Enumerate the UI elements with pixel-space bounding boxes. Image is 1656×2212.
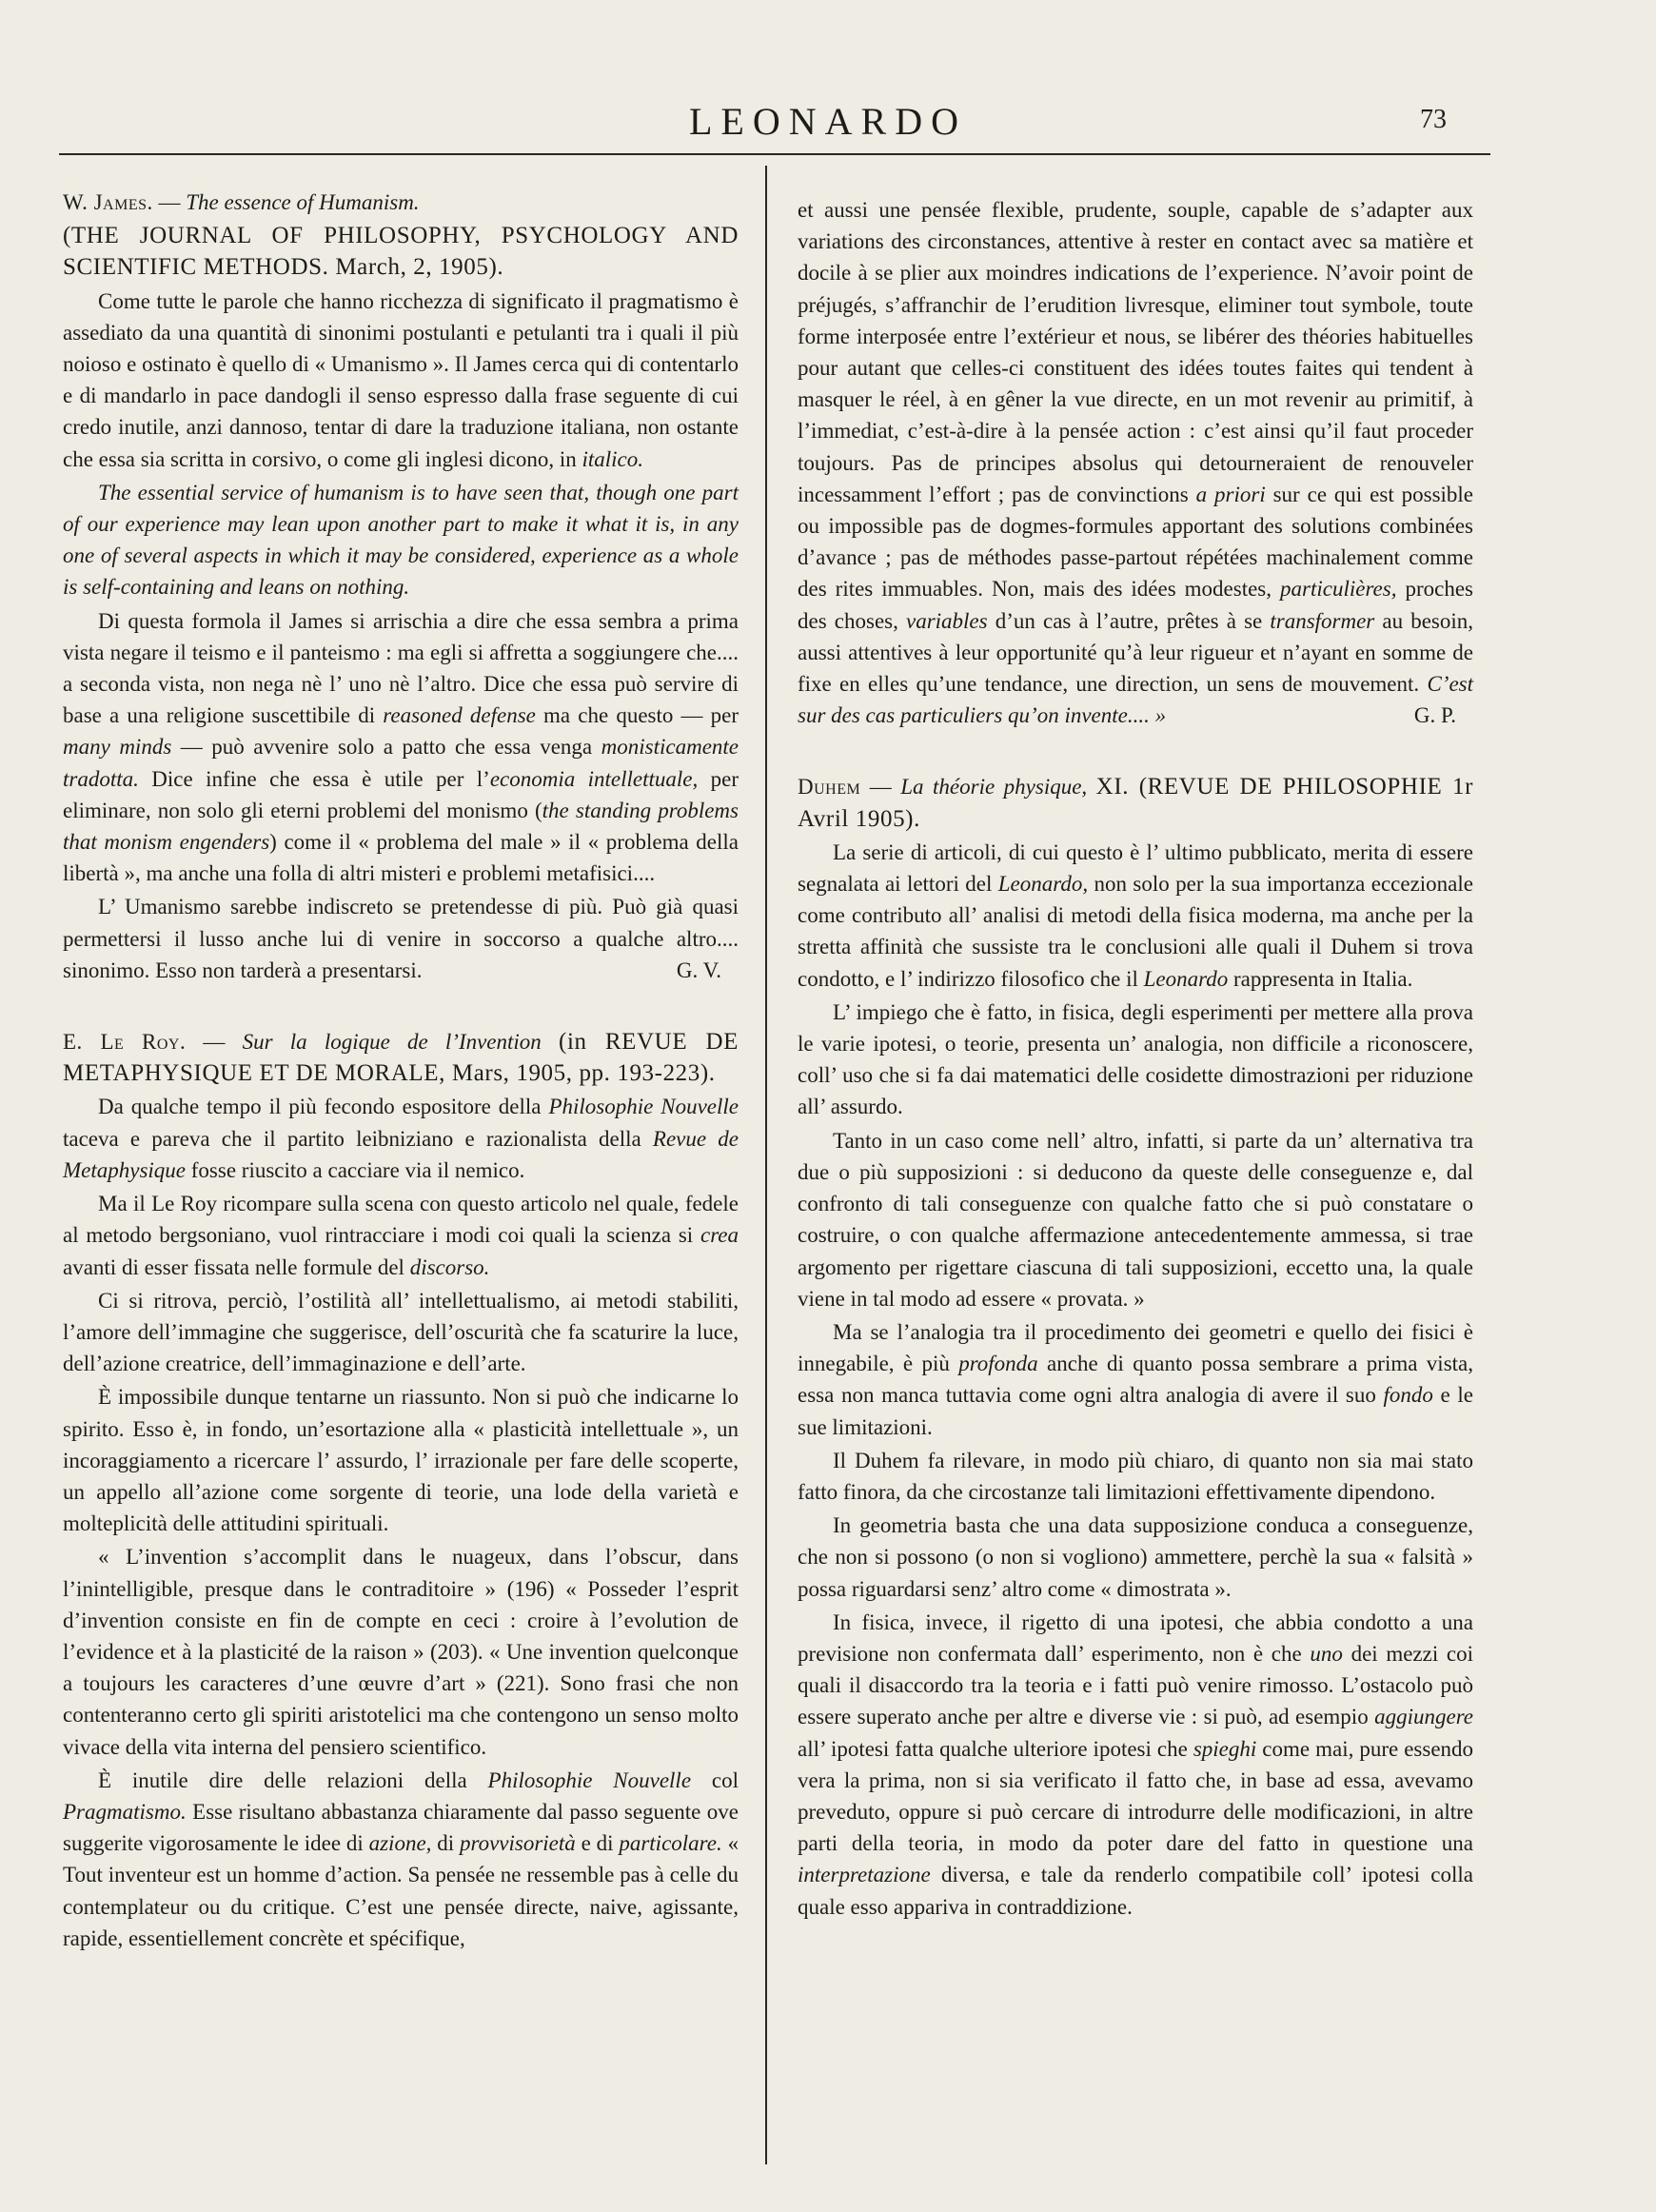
paragraph: et aussi une pensée flexible, prudente, souple, capable de s’adapter aux variations des circonstances, attentive à rester en contact avec sa matière et docile à se plier aux moindres indications de l’experience. N’avoir point de préjugés, s’affranchir de l’erudition livresque, eliminer tout symbole, toute forme interposée entre l’extérieur et nous, se libérer des théories habituelles pour autant que celles-ci constituent des idées toutes faites qui tendent à masquer le réel, à en gêner la vue directe, en un mot revenir au primitif, à l’immediat, c’est-à-dire à la pensée action : c’est ainsi qu’il faut proceder toujours. Pas de principes absolus qui detourneraient de renouveler incessamment l’effort ; pas de convinctions a priori sur ce qui est possible ou impossible pas de dogmes-formules apportant des solutions combinées d’avance ; pas de méthodes passe-partout répétées machinalement comme des rites immuables. Non, mais des idées modestes, particulières, proches des choses, variables d’un cas à l’autre, prêtes à se transformer au besoin, aussi attentives à leur opportunité qu’à leur rigueur et n’ayant en somme de fixe en elles qu’une tendance, une direction, un sens de mouvement. C’est sur des cas particuliers qu’on invente.... » G. P.: [798, 194, 1473, 731]
dash: —: [186, 1030, 243, 1055]
signature: G. P.: [1413, 703, 1456, 728]
dash: —: [152, 190, 187, 214]
paragraph: Ci si ritrova, perciò, l’ostilità all’ intellettualismo, ai metodi stabiliti, l’amore dell’immagine che suggerisce, dell’oscurità che fa scaturire la luce, dell’azione creatrice, dell’immaginazione e dell’arte.: [63, 1288, 739, 1376]
paragraph: Ma il Le Roy ricompare sulla scena con questo articolo nel quale, fedele al metodo bergsoniano, vuol rintracciare i modi coi quali la scienza si crea avanti di esser fissata nelle formule del discorso.: [63, 1192, 739, 1279]
paragraph: È inutile dire delle relazioni della Philosophie Nouvelle col Pragmatismo. Esse risultano abbastanza chiaramente dal passo seguente ove suggerite vigorosamente le idee di azione, di provvisorietà e di particolare. « Tout inventeur est un homme d’action. Sa pensée ne ressemble pas à celle du contemplateur ou du critique. C’est une pensée directe, naive, agissante, rapide, essentiellement concrète et spécifique,: [63, 1768, 739, 1950]
right-column: [798, 194, 1473, 1925]
english-quotation: The essential service of humanism is to have seen that, though one part of our experience may lean upon another part to make it what it is, in any one of several aspects in which it may be considered, experience as a whole is self-containing and leans on nothing.: [63, 480, 739, 600]
review-title: Sur la logique de l’Invention: [242, 1030, 542, 1055]
running-title: LEONARDO: [689, 100, 967, 143]
paragraph: Il Duhem fa rilevare, in modo più chiaro, di quanto non sia mai stato fatto finora, da che circostanze tali limitazioni effettivamente dipendono.: [798, 1448, 1473, 1504]
review-author: W. James.: [63, 190, 153, 214]
signature: G. V.: [676, 958, 721, 982]
left-column: [63, 187, 739, 1956]
review-title: The essence of Humanism.: [186, 190, 420, 214]
review-source: (THE JOURNAL OF PHILOSOPHY, PSYCHOLOGY AND SCIENTIFIC METHODS. March, 2, 1905).: [63, 223, 739, 281]
review-heading-james: [63, 187, 739, 218]
paragraph: In geometria basta che una data supposizione conduca a conseguenze, che non si possono (o non si vogliono) ammettere, perchè la sua « falsità » possa riguardarsi senz’ altro come « dimostrata ».: [798, 1513, 1473, 1601]
paragraph: Di questa formola il James si arrischia a dire che essa sembra a prima vista negare il teismo e il panteismo : ma egli si affretta a soggiungere che.... a seconda vista, non nega nè l’ uno nè l’altro. Dice che essa può servire di base a una religione suscettibile di reasoned defense ma che questo — per many minds — può avvenire solo a patto che essa venga monisticamente tradotta. Dice infine che essa è utile per l’economia intellettuale, per eliminare, non solo gli eterni problemi del monismo (the standing problems that monism engenders) come il « problema del male » il « problema della libertà », ma anche una folla di altri misteri e problemi metafisici....: [63, 608, 739, 886]
review-title: La théorie physique,: [900, 775, 1088, 800]
review-author: E. Le Roy.: [63, 1030, 187, 1055]
paragraph: Ma se l’analogia tra il procedimento dei geometri e quello dei fisici è innegabile, è più profonda anche di quanto possa sembrare a prima vista, essa non manca tuttavia come ogni altra analogia di avere il suo fondo e le sue limitazioni.: [798, 1319, 1474, 1439]
paragraph: « L’invention s’accomplit dans le nuageux, dans l’obscur, dans l’inintelligible, presque dans le contraditoire » (196) « Posseder l’esprit d’invention consiste en fin de compte en ceci : croire à l’evolution de l’evidence et à la plasticité de la raison » (203). « Une invention quelconque a toujours les caracteres d’une œuvre d’art » (221). Sono frasi che non contenteranno certo gli spiriti aristotelici ma che contengono un senso molto vivace della vita interna del pensiero scientifico.: [63, 1545, 739, 1759]
paragraph: Da qualche tempo il più fecondo espositore della Philosophie Nouvelle taceva e pareva che il partito leibniziano e razionalista della Revue de Metaphysique fosse riuscito a cacciare via il nemico.: [63, 1095, 739, 1182]
review-source: (in REVUE DE METAPHYSIQUE ET DE MORALE, Mars, 1905, pp. 193-223).: [63, 1029, 739, 1087]
paragraph: La serie di articoli, di cui questo è l’ ultimo pubblicato, merita di essere segnalata ai lettori del Leonardo, non solo per la sua importanza eccezionale come contributo all’ analisi di metodi della fisica moderna, ma anche per la stretta affinità che sussiste tra le conclusioni alle quali il Duhem si trova condotto, e l’ indirizzo filosofico che il Leonardo rappresenta in Italia.: [798, 839, 1473, 991]
page-number: 73: [1420, 105, 1447, 134]
column-divider: [765, 166, 767, 2164]
paragraph: L’ Umanismo sarebbe indiscreto se pretendesse di più. Può già quasi permettersi il lusso anche lui di venire in soccorso a qualche altro.... sinonimo. Esso non tarderà a presentarsi. G. V.: [63, 891, 739, 986]
paragraph: Tanto in un caso come nell’ altro, infatti, si parte da un’ alternativa tra due o più supposizioni : si deducono da queste delle conseguenze e, dal confronto di tali conseguenze con qualche fatto che si può constatare o costruire, o con qualche affermazione antecedentemente ammessa, si trae argomento per rigettare ciascuna di tali supposizioni, eccetto una, la quale viene in tal modo ad essere « provata. »: [798, 1128, 1473, 1311]
review-author: Duhem: [798, 775, 861, 800]
review-heading-leroy: [63, 1026, 739, 1089]
paragraph: In fisica, invece, il rigetto di una ipotesi, che abbia condotto a una previsione non confermata dall’ esperimento, non è che uno dei mezzi coi quali il disaccordo tra la teoria e i fatti può venire rimosso. L’ostacolo può essere superato anche per altre e diverse vie : si può, ad esempio aggiungere all’ ipotesi fatta qualche ulteriore ipotesi che spieghi come mai, pure essendo vera la prima, non si sia verificato il fatto che, in base ad essa, avevamo preveduto, oppure si può cercare di introdurre delle modificazioni, in altre parti della teoria, in modo da poter dare del fatto in questione una interpretazione diversa, e tale da renderlo compatibile coll’ ipotesi colla quale esso appariva in contraddizione.: [798, 1610, 1474, 1919]
header-rule: [59, 153, 1490, 155]
review-heading-duhem: [798, 771, 1473, 834]
paragraph: È impossibile dunque tentarne un riassunto. Non si può che indicarne lo spirito. Esso è, in fondo, un’esortazione alla « plasticità intellettuale », un incoraggiamento a ricercare l’ assurdo, l’ irrazionale per fare delle scoperte, un appello all’azione come sorgente di teorie, una lode della varietà e molteplicità delle attitudini spirituali.: [63, 1385, 739, 1536]
paragraph: L’ impiego che è fatto, in fisica, degli esperimenti per mettere alla prova le varie ipotesi, o teorie, presenta un’ analogia, non difficile a riconoscere, coll’ uso che si fa dai matematici delle cosidette dimostrazioni per riduzione all’ assurdo.: [798, 999, 1473, 1119]
dash: —: [860, 775, 901, 800]
paragraph: Come tutte le parole che hanno ricchezza di significato il pragmatismo è assediato da una quantità di sinonimi postulanti e petulanti tra i quali il più noioso e ostinato è quello di « Umanismo ». Il James cerca qui di contentarlo e di mandarlo in pace dandogli il senso espresso dalla frase seguente di cui credo inutile, anzi dannoso, tentar di dare la traduzione italiana, non ostante che essa sia scritta in corsivo, o come gli inglesi dicono, in italico.: [63, 288, 739, 471]
review-source: XI. (REVUE DE PHILOSOPHIE 1r Avril 1905).: [798, 774, 1474, 832]
